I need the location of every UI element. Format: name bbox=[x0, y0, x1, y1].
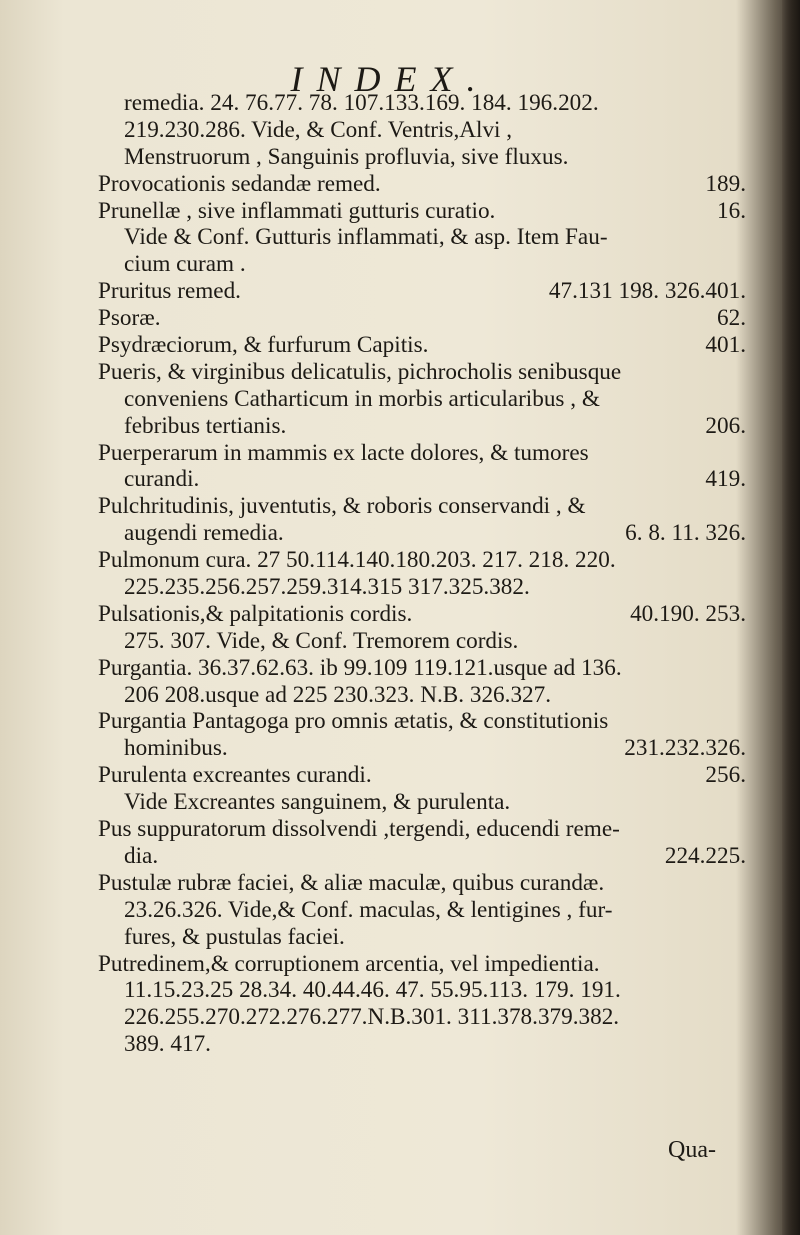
index-line-text: febribus tertianis. bbox=[124, 412, 287, 439]
index-line-text: 206 208.usque ad 225 230.323. N.B. 326.327. bbox=[124, 681, 552, 708]
page-reference: 419. bbox=[705, 466, 746, 493]
index-entry bbox=[98, 762, 746, 816]
index-entry bbox=[98, 655, 746, 709]
index-line bbox=[98, 144, 746, 171]
index-line-text: 275. 307. Vide, & Conf. Tremorem cordis. bbox=[124, 627, 519, 654]
page-header-title: INDEX. bbox=[290, 59, 490, 99]
index-line-text: Puerperarum in mammis ex lacte dolores, & tumores bbox=[98, 439, 589, 466]
index-line bbox=[98, 1031, 746, 1058]
page-binding-edge bbox=[782, 0, 800, 1235]
index-line-text: hominibus. bbox=[124, 735, 228, 762]
index-line bbox=[98, 628, 746, 655]
index-entry bbox=[98, 171, 746, 198]
index-line bbox=[98, 278, 746, 305]
index-line-text: Menstruorum , Sanguinis profluvia, sive fluxus. bbox=[124, 143, 569, 170]
index-entry bbox=[98, 601, 746, 655]
index-line-text: 219.230.286. Vide, & Conf. Ventris,Alvi , bbox=[124, 116, 513, 143]
index-line-text: Putredinem,& corruptionem arcentia, vel impedientia. bbox=[98, 950, 600, 977]
page-reference: 40.190. 253. bbox=[630, 600, 746, 627]
index-line bbox=[98, 332, 746, 359]
index-line bbox=[98, 977, 746, 1004]
page-reference: 47.131 198. 326.401. bbox=[548, 278, 746, 305]
page-reference: 6. 8. 11. 326. bbox=[625, 520, 746, 547]
catchword: Qua- bbox=[668, 1137, 716, 1163]
index-line-text: Pulmonum cura. 27 50.114.140.180.203. 217. 218. 220. bbox=[98, 547, 616, 574]
index-line-text: remedia. 24. 76.77. 78. 107.133.169. 184. 196.202. bbox=[124, 90, 599, 116]
index-line bbox=[98, 655, 746, 682]
page-reference: 16. bbox=[717, 197, 746, 224]
index-line bbox=[98, 951, 746, 978]
page-reference: 189. bbox=[705, 170, 746, 197]
index-entry bbox=[98, 547, 746, 601]
index-line bbox=[98, 682, 746, 709]
page-reference: 206. bbox=[705, 412, 746, 439]
index-line-text: Pus suppuratorum dissolvendi ,tergendi, educendi reme- bbox=[98, 816, 620, 843]
page-reference: 224.225. bbox=[664, 842, 746, 869]
index-entry bbox=[98, 870, 746, 951]
index-line bbox=[98, 843, 746, 870]
index-line-text: conveniens Catharticum in morbis articularibus , & bbox=[124, 385, 600, 412]
index-entry bbox=[98, 440, 746, 494]
index-line bbox=[98, 870, 746, 897]
index-line bbox=[98, 224, 746, 251]
index-line-text: Purgantia. 36.37.62.63. ib 99.109 119.121.usque ad 136. bbox=[98, 654, 622, 681]
index-line bbox=[98, 90, 746, 117]
index-line-text: Vide Excreantes sanguinem, & purulenta. bbox=[124, 789, 511, 816]
index-line bbox=[98, 117, 746, 144]
index-line bbox=[98, 440, 746, 467]
index-line bbox=[98, 789, 746, 816]
index-line-text: fures, & pustulas faciei. bbox=[124, 923, 345, 950]
index-line bbox=[98, 520, 746, 547]
page-reference: 62. bbox=[717, 305, 746, 332]
index-line bbox=[98, 601, 746, 628]
index-line bbox=[98, 708, 746, 735]
index-line-text: Pustulæ rubræ faciei, & aliæ maculæ, quibus curandæ. bbox=[98, 869, 605, 896]
index-line-text: Purgantia Pantagoga pro omnis ætatis, & constitutionis bbox=[98, 708, 609, 735]
index-line bbox=[98, 735, 746, 762]
index-line-text: Psoræ. bbox=[98, 305, 161, 332]
index-line bbox=[98, 359, 746, 386]
index-line-text: Pueris, & virginibus delicatulis, pichrocholis senibusque bbox=[98, 358, 622, 385]
index-line bbox=[98, 413, 746, 440]
index-line-text: Pulchritudinis, juventutis, & roboris conservandi , & bbox=[98, 493, 586, 520]
index-entry bbox=[98, 198, 746, 279]
index-line bbox=[98, 574, 746, 601]
index-line-text: 11.15.23.25 28.34. 40.44.46. 47. 55.95.113. 179. 191. bbox=[124, 977, 621, 1004]
index-entry bbox=[98, 816, 746, 870]
page-reference: 256. bbox=[705, 762, 746, 789]
index-entry bbox=[98, 951, 746, 1059]
index-line bbox=[98, 386, 746, 413]
index-line bbox=[98, 198, 746, 225]
index-line-text: curandi. bbox=[124, 466, 200, 493]
index-line bbox=[98, 816, 746, 843]
index-line bbox=[98, 466, 746, 493]
index-line bbox=[98, 924, 746, 951]
index-line-text: 225.235.256.257.259.314.315 317.325.382. bbox=[124, 574, 530, 601]
index-line bbox=[98, 251, 746, 278]
index-line-text: 23.26.326. Vide,& Conf. maculas, & lentigines , fur- bbox=[124, 896, 613, 923]
index-line-text: Provocationis sedandæ remed. bbox=[98, 170, 381, 197]
index-line-text: Vide & Conf. Gutturis inflammati, & asp. Item Fau- bbox=[124, 224, 608, 251]
index-line bbox=[98, 897, 746, 924]
index-line-text: Psydræciorum, & furfurum Capitis. bbox=[98, 332, 429, 359]
index-entry bbox=[98, 708, 746, 762]
index-entry bbox=[98, 332, 746, 359]
index-line bbox=[98, 493, 746, 520]
index-line-text: Prunellæ , sive inflammati gutturis curatio. bbox=[98, 197, 496, 224]
index-line-text: 226.255.270.272.276.277.N.B.301. 311.378.379.382. bbox=[124, 1004, 620, 1031]
index-line bbox=[98, 762, 746, 789]
index-entry bbox=[98, 359, 746, 440]
index-line bbox=[98, 547, 746, 574]
index-line-text: augendi remedia. bbox=[124, 520, 284, 547]
index-entry bbox=[98, 90, 746, 171]
index-line bbox=[98, 305, 746, 332]
index-line bbox=[98, 171, 746, 198]
page-reference: 401. bbox=[705, 332, 746, 359]
index-entry bbox=[98, 305, 746, 332]
page-reference: 231.232.326. bbox=[624, 735, 746, 762]
index-line-text: Pulsationis,& palpitationis cordis. bbox=[98, 600, 413, 627]
index-line-text: dia. bbox=[124, 842, 159, 869]
index-line-text: cium curam . bbox=[124, 251, 246, 278]
index-line-text: Pruritus remed. bbox=[98, 278, 241, 305]
index-entries bbox=[98, 90, 746, 1058]
index-line-text: 389. 417. bbox=[124, 1031, 211, 1058]
index-line bbox=[98, 1004, 746, 1031]
index-entry bbox=[98, 278, 746, 305]
index-entry bbox=[98, 493, 746, 547]
index-line-text: Purulenta excreantes curandi. bbox=[98, 762, 372, 789]
